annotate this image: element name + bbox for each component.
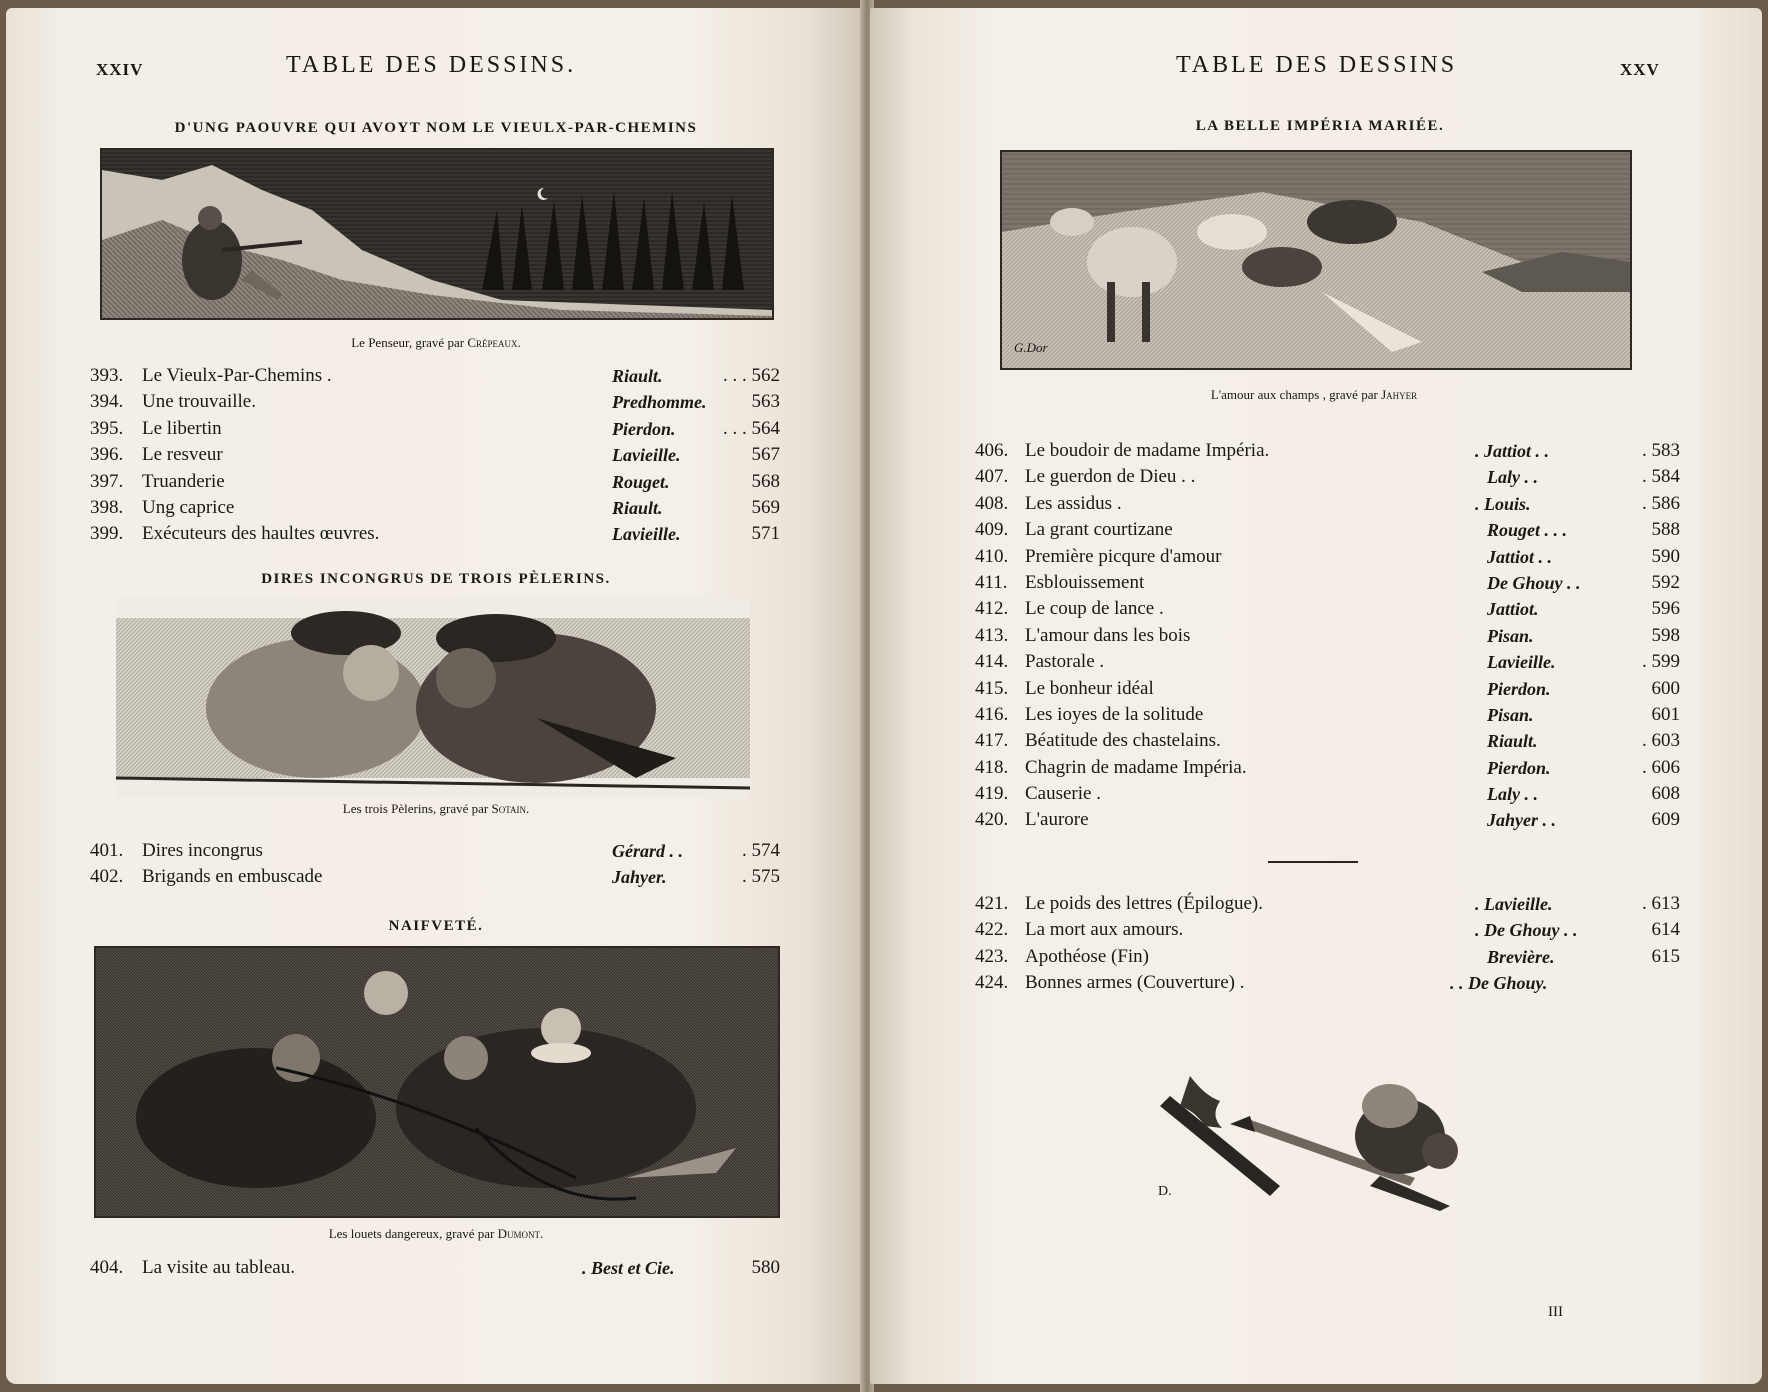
entry-list-2 <box>90 838 790 891</box>
entry-page: 600 <box>1651 677 1680 699</box>
entry-artist: Jahyer . . <box>1487 810 1556 831</box>
entry-artist: Jattiot. <box>1487 599 1539 620</box>
entry-number: 423. <box>975 945 1009 967</box>
entry-row <box>975 491 1725 517</box>
entry-title: Chagrin de madame Impéria. <box>1025 756 1247 778</box>
section-title-trois-pelerins: DIRES INCONGRUS DE TROIS PÈLERINS. <box>261 571 611 587</box>
entry-number: 424. <box>975 972 1009 994</box>
entry-row <box>975 917 1725 943</box>
entry-title: Béatitude des chastelains. <box>1025 730 1221 752</box>
caption-engraver: Crépeaux. <box>467 335 521 350</box>
entry-page: 568 <box>751 470 780 492</box>
right-running-title: TABLE DES DESSINS <box>1176 52 1458 78</box>
entry-page: 567 <box>751 444 780 466</box>
entry-number: 420. <box>975 809 1009 831</box>
left-page <box>6 8 864 1384</box>
entry-number: 399. <box>90 523 124 545</box>
entry-artist: Jahyer. <box>612 867 667 888</box>
night-landscape-engraving <box>102 150 772 318</box>
entry-number: 411. <box>975 571 1008 593</box>
entry-number: 415. <box>975 677 1009 699</box>
entry-number: 408. <box>975 492 1009 514</box>
entry-title: Pastorale . <box>1025 651 1105 673</box>
left-page-number: XXIV <box>96 60 144 79</box>
entry-artist: Lavieille. <box>612 524 681 545</box>
entry-page: 588 <box>1651 519 1680 541</box>
entry-number: 406. <box>975 440 1009 461</box>
entry-title: La mort aux amours. <box>1025 919 1184 941</box>
entry-number: 398. <box>90 496 124 518</box>
entry-row <box>90 838 790 864</box>
right-page-number: XXV <box>1620 60 1660 79</box>
caption-engraver: Jahyer <box>1381 387 1418 402</box>
entry-page: 569 <box>751 496 780 518</box>
entry-title: Apothéose (Fin) <box>1025 945 1150 967</box>
entry-number: 413. <box>975 624 1009 646</box>
entry-page: . 606 <box>1642 756 1680 778</box>
entry-title: L'amour dans les bois <box>1025 624 1191 646</box>
entry-artist: Brevière. <box>1487 946 1555 967</box>
entry-title: Une trouvaille. <box>142 391 256 413</box>
entry-title: Ung caprice <box>142 496 235 518</box>
entry-row <box>975 438 1725 464</box>
entry-number: 410. <box>975 545 1009 567</box>
entry-page: 596 <box>1651 598 1680 620</box>
plate-louets-dangereux <box>94 946 780 1218</box>
entry-number: 419. <box>975 783 1009 805</box>
entry-artist: Riault. <box>612 366 663 386</box>
entry-page: . 603 <box>1642 730 1680 752</box>
entry-row <box>90 442 790 468</box>
entry-title: Le resveur <box>142 444 223 466</box>
entry-row <box>90 495 790 521</box>
entry-artist: . De Ghouy . . <box>1475 920 1578 941</box>
entry-list-imperia <box>975 438 1725 834</box>
entry-artist: Lavieille. <box>612 445 681 466</box>
caption-engraver: Sotain. <box>491 801 530 816</box>
entry-title: L'aurore <box>1025 809 1089 831</box>
entry-title: La grant courtizane <box>1025 519 1173 541</box>
entry-page: . 584 <box>1642 466 1680 488</box>
entry-page: 563 <box>751 391 780 413</box>
entry-title: Dires incongrus <box>142 840 263 861</box>
entry-artist: Rouget . . . <box>1487 520 1568 541</box>
caption-text: Le Penseur, gravé par <box>351 335 465 350</box>
entry-artist: Laly . . <box>1487 784 1538 805</box>
entry-row <box>975 970 1725 996</box>
vignette-monogram: D. <box>1158 1184 1172 1199</box>
entry-number: 401. <box>90 840 124 861</box>
entry-page: 609 <box>1651 809 1680 831</box>
entry-row <box>975 649 1725 675</box>
entry-number: 395. <box>90 417 124 439</box>
entry-number: 396. <box>90 444 124 466</box>
entry-number: 422. <box>975 919 1009 941</box>
entry-row <box>975 807 1725 833</box>
entry-artist: De Ghouy . . <box>1487 572 1581 593</box>
entry-artist: Rouget. <box>612 471 670 492</box>
entry-page: . . . 562 <box>723 365 780 386</box>
caption-le-penseur <box>86 335 786 351</box>
entry-artist: Jattiot . . <box>1487 546 1553 567</box>
entry-row <box>975 464 1725 490</box>
section-title-belle-imperia: LA BELLE IMPÉRIA MARIÉE. <box>1195 118 1445 134</box>
entry-page: . . . 564 <box>723 417 780 439</box>
caption-louets-dangereux <box>86 1226 786 1242</box>
entry-number: 393. <box>90 365 124 386</box>
entry-artist: Pierdon. <box>1487 757 1551 778</box>
entry-page: 590 <box>1651 545 1680 567</box>
entry-number: 409. <box>975 519 1009 541</box>
entry-page: . 586 <box>1642 492 1680 514</box>
entry-page: 598 <box>1651 624 1680 646</box>
entry-page: 614 <box>1651 919 1680 941</box>
entry-row <box>975 891 1725 917</box>
plate-trois-pelerins <box>116 598 750 798</box>
entry-number: 416. <box>975 703 1009 725</box>
weapons-vignette <box>1150 1066 1480 1216</box>
pilgrims-engraving <box>116 598 750 798</box>
left-running-title: TABLE DES DESSINS. <box>286 52 577 78</box>
signature-folio: III <box>1548 1304 1563 1320</box>
entry-title: La visite au tableau. <box>142 1257 295 1278</box>
entry-page: . 613 <box>1642 893 1680 914</box>
entry-title: Le Vieulx-Par-Chemins . <box>142 365 332 386</box>
entry-number: 407. <box>975 466 1009 488</box>
entry-row <box>975 728 1725 754</box>
entry-artist: . . De Ghouy. <box>1450 973 1548 994</box>
entry-title: Première picqure d'amour <box>1025 545 1222 567</box>
entry-page: . 583 <box>1642 440 1680 461</box>
entry-page: 608 <box>1651 783 1680 805</box>
entry-row <box>90 1255 790 1281</box>
entry-artist: . Lavieille. <box>1475 894 1553 914</box>
entry-row <box>90 521 790 547</box>
entry-row <box>975 517 1725 543</box>
entry-title: Causerie . <box>1025 783 1101 805</box>
entry-artist: Pierdon. <box>1487 678 1551 699</box>
entry-artist: Pierdon. <box>612 418 676 439</box>
section-title-vieulx-par-chemins: D'UNG PAOUVRE QUI AVOYT NOM LE VIEULX-PAR-CHEMINS <box>174 120 698 136</box>
entry-row <box>90 864 790 890</box>
entry-page: . 575 <box>742 866 780 888</box>
cattle-field-engraving <box>1002 152 1630 368</box>
plate-le-penseur <box>100 148 774 320</box>
cupids-engraving <box>96 948 778 1216</box>
entry-number: 412. <box>975 598 1009 620</box>
entry-number: 404. <box>90 1257 124 1278</box>
entry-row <box>975 755 1725 781</box>
entry-page: . 574 <box>742 840 780 861</box>
entry-page: 580 <box>751 1257 780 1278</box>
entry-title: Esblouissement <box>1025 571 1145 593</box>
entry-title: Brigands en embuscade <box>142 866 323 888</box>
caption-text: Les trois Pèlerins, gravé par <box>342 801 489 816</box>
entry-artist: Pisan. <box>1487 625 1534 646</box>
entry-row <box>975 544 1725 570</box>
entry-number: 421. <box>975 893 1009 914</box>
end-vignette-arms <box>1150 1066 1480 1216</box>
entry-title: Le libertin <box>142 417 222 439</box>
entry-artist: Lavieille. <box>1487 652 1556 673</box>
entry-title: Le poids des lettres (Épilogue). <box>1025 893 1263 914</box>
caption-text: L'amour aux champs , gravé par <box>1210 387 1378 402</box>
entry-number: 402. <box>90 866 124 888</box>
entry-title: Le coup de lance . <box>1025 598 1164 620</box>
entry-row <box>90 363 790 389</box>
entry-title: Bonnes armes (Couverture) . <box>1025 972 1245 994</box>
entry-row <box>90 389 790 415</box>
entry-list-1 <box>90 363 790 548</box>
entry-number: 397. <box>90 470 124 492</box>
entry-row <box>975 596 1725 622</box>
entry-title: Le boudoir de madame Impéria. <box>1025 440 1270 461</box>
plate-signature: G.Dor <box>1014 340 1048 355</box>
plate-amour-aux-champs <box>1000 150 1632 370</box>
entry-row <box>975 570 1725 596</box>
entry-page: 601 <box>1651 703 1680 725</box>
entry-number: 394. <box>90 391 124 413</box>
entry-title: Truanderie <box>142 470 225 492</box>
entry-row <box>90 416 790 442</box>
entry-title: Les ioyes de la solitude <box>1025 703 1204 725</box>
entry-artist: Gérard . . <box>612 841 683 861</box>
entry-artist: Laly . . <box>1487 467 1538 488</box>
entry-page: 592 <box>1651 571 1680 593</box>
entry-number: 417. <box>975 730 1009 752</box>
entry-artist: Riault. <box>612 497 663 518</box>
section-title-naifvete: NAIFVETÉ. <box>388 918 484 934</box>
entry-list-3 <box>90 1255 790 1281</box>
entry-number: 414. <box>975 651 1009 673</box>
caption-amour-aux-champs <box>1000 387 1628 403</box>
entry-artist: . Louis. <box>1475 493 1531 514</box>
entry-row <box>975 781 1725 807</box>
entry-row <box>90 469 790 495</box>
right-page <box>870 8 1762 1384</box>
caption-engraver: Dumont. <box>497 1226 544 1241</box>
entry-artist: Predhomme. <box>612 392 707 413</box>
entry-artist: Riault. <box>1487 731 1538 752</box>
entry-row <box>975 623 1725 649</box>
caption-text: Les louets dangereux, gravé par <box>328 1226 495 1241</box>
entry-artist: . Jattiot . . <box>1475 441 1550 461</box>
entry-row <box>975 944 1725 970</box>
entry-title: Le bonheur idéal <box>1025 677 1154 699</box>
entry-page: . 599 <box>1642 651 1680 673</box>
section-divider-rule <box>1268 861 1358 863</box>
entry-page: 615 <box>1651 945 1680 967</box>
entry-row <box>975 702 1725 728</box>
caption-trois-pelerins <box>86 801 786 817</box>
entry-artist: . Best et Cie. <box>582 1258 675 1278</box>
entry-title: Les assidus . <box>1025 492 1122 514</box>
entry-page: 571 <box>751 523 780 545</box>
entry-number: 418. <box>975 756 1009 778</box>
entry-row <box>975 676 1725 702</box>
entry-title: Le guerdon de Dieu . . <box>1025 466 1196 488</box>
entry-title: Exécuteurs des haultes œuvres. <box>142 523 380 545</box>
entry-list-epilogue <box>975 891 1725 997</box>
entry-artist: Pisan. <box>1487 704 1534 725</box>
